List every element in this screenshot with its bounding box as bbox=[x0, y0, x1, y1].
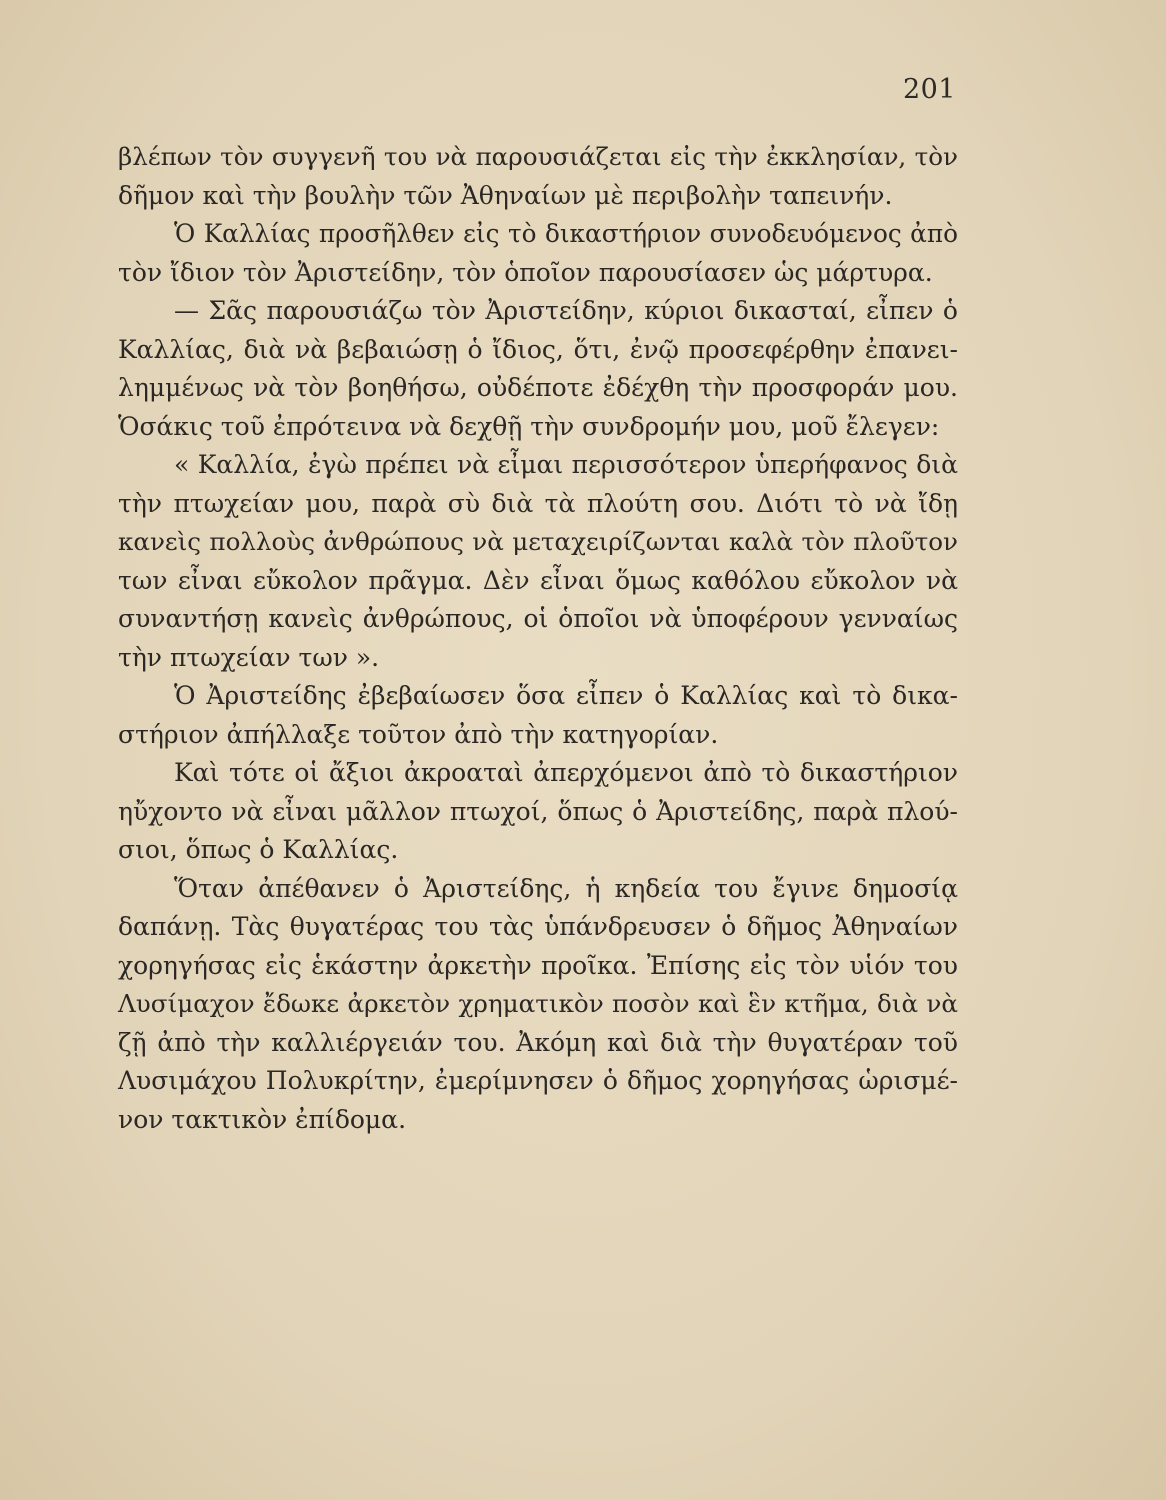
text-line: νον τακτικὸν ἐπίδομα. bbox=[118, 1104, 407, 1134]
text-line: στήριον ἀπήλλαξε τοῦτον ἀπὸ τὴν κατηγορίαν. bbox=[118, 719, 719, 749]
text-line: ζῇ ἀπὸ τὴν καλλιέργειάν του. Ἀκόμη καὶ διὰ τὴν θυγατέραν τοῦ bbox=[118, 1027, 958, 1057]
text-line: βλέπων τὸν συγγενῆ του νὰ παρουσιάζεται εἰς τὴν ἐκκλησίαν, τὸν bbox=[118, 142, 958, 171]
text-line: των εἶναι εὔκολον πρᾶγμα. Δὲν εἶναι ὅμως καθόλου εὔκολον νὰ bbox=[118, 565, 958, 595]
text-line: κανεὶς πολλοὺς ἀνθρώπους νὰ μεταχειρίζωνται καλὰ τὸν πλοῦτον bbox=[118, 527, 958, 556]
text-line: ηὔχοντο νὰ εἶναι μᾶλλον πτωχοί, ὅπως ὁ Ἀριστείδης, παρὰ πλού- bbox=[118, 796, 958, 826]
body-text bbox=[118, 138, 958, 1139]
text-line: τὴν πτωχείαν μου, παρὰ σὺ διὰ τὰ πλούτη σου. Διότι τὸ νὰ ἴδῃ bbox=[118, 488, 958, 518]
text-line: δαπάνῃ. Τὰς θυγατέρας του τὰς ὑπάνδρευσεν ὁ δῆμος Ἀθηναίων bbox=[118, 912, 958, 941]
text-line: Ὁ Ἀριστείδης ἐβεβαίωσεν ὅσα εἶπεν ὁ Καλλίας καὶ τὸ δικα- bbox=[174, 681, 958, 710]
text-line: τὸν ἴδιον τὸν Ἀριστείδην, τὸν ὁποῖον παρουσίασεν ὡς μάρτυρα. bbox=[118, 257, 933, 287]
text-line: — Σᾶς παρουσιάζω τὸν Ἀριστείδην, κύριοι δικασταί, εἶπεν ὁ bbox=[174, 296, 958, 325]
text-line: τὴν πτωχείαν των ». bbox=[118, 642, 380, 672]
text-line: Καλλίας, διὰ νὰ βεβαιώσῃ ὁ ἴδιος, ὅτι, ἐνῷ προσεφέρθην ἐπανει- bbox=[118, 334, 958, 364]
text-line: Λυσίμαχον ἔδωκε ἀρκετὸν χρηματικὸν ποσὸν καὶ ἓν κτῆμα, διὰ νὰ bbox=[118, 989, 958, 1018]
text-line: « Καλλία, ἐγὼ πρέπει νὰ εἶμαι περισσότερον ὑπερήφανος διὰ bbox=[174, 450, 958, 479]
text-line: Ὅταν ἀπέθανεν ὁ Ἀριστείδης, ἡ κηδεία του ἔγινε δημοσίᾳ bbox=[174, 873, 958, 903]
text-line: Ὁ Καλλίας προσῆλθεν εἰς τὸ δικαστήριον συνοδευόμενος ἀπὸ bbox=[174, 219, 958, 248]
text-line: Λυσιμάχου Πολυκρίτην, ἐμερίμνησεν ὁ δῆμος χορηγήσας ὡρισμέ- bbox=[118, 1066, 958, 1095]
text-line: χορηγήσας εἰς ἑκάστην ἀρκετὴν προῖκα. Ἐπίσης εἰς τὸν υἱόν του bbox=[118, 950, 958, 980]
text-line: Καὶ τότε οἱ ἄξιοι ἀκροαταὶ ἀπερχόμενοι ἀπὸ τὸ δικαστήριον bbox=[174, 758, 958, 787]
text-line: Ὁσάκις τοῦ ἐπρότεινα νὰ δεχθῇ τὴν συνδρομήν μου, μοῦ ἔλεγεν: bbox=[118, 411, 940, 441]
page-number: 201 bbox=[902, 74, 956, 105]
text-line: δῆμον καὶ τὴν βουλὴν τῶν Ἀθηναίων μὲ περιβολὴν ταπεινήν. bbox=[118, 180, 893, 210]
text-line: συναντήσῃ κανεὶς ἀνθρώπους, οἱ ὁποῖοι νὰ ὑποφέρουν γενναίως bbox=[118, 604, 958, 633]
text-line: σιοι, ὅπως ὁ Καλλίας. bbox=[118, 835, 399, 864]
text-line: λημμένως νὰ τὸν βοηθήσω, οὐδέποτε ἐδέχθη τὴν προσφοράν μου. bbox=[118, 373, 958, 402]
